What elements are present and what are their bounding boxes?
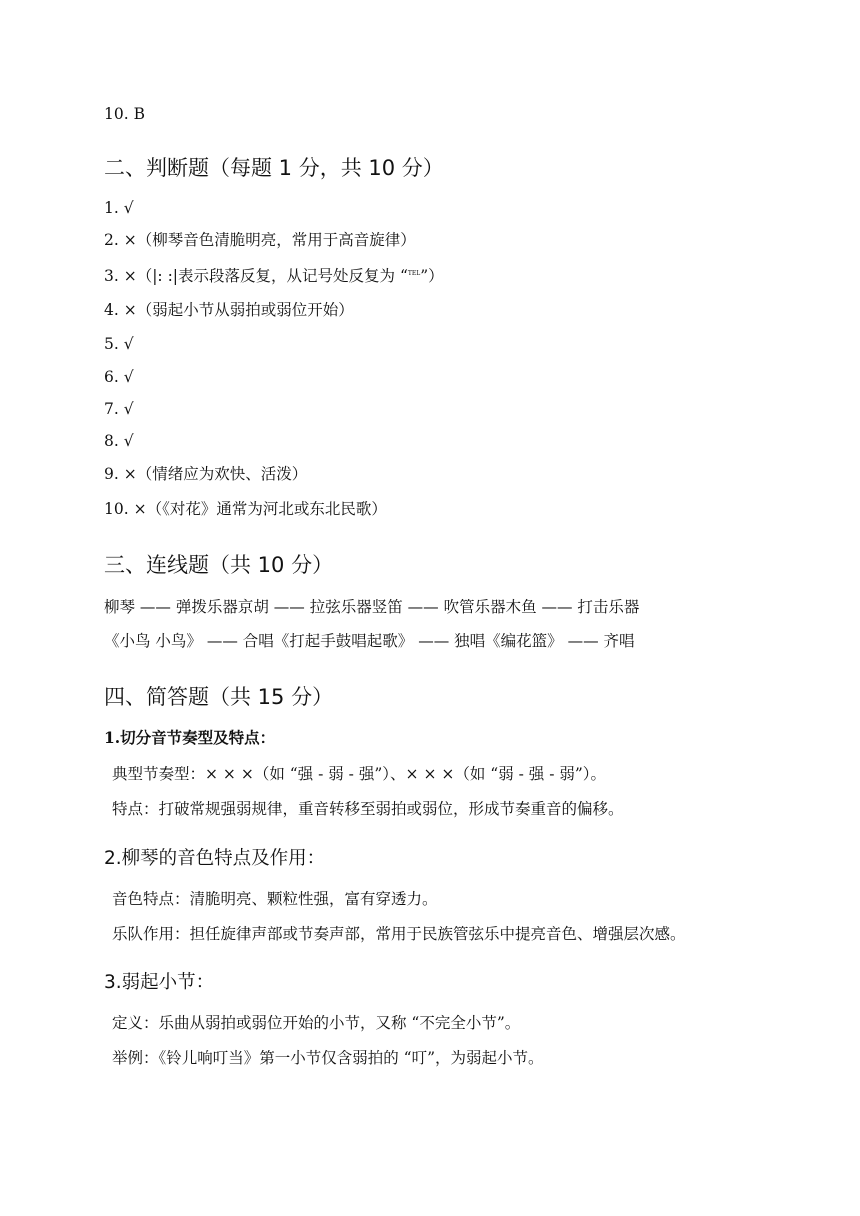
question-2-title: 2.柳琴的音色特点及作用： (104, 848, 326, 869)
judgement-item-2: 2. ×（柳琴音色清脆明亮，常用于高音旋律） (104, 231, 416, 249)
judgement-item-9: 9. ×（情绪应为欢快、活泼） (104, 465, 308, 483)
section-2-title: 二、判断题（每题 1 分，共 10 分） (104, 156, 444, 180)
judgement-item-3-text: 3. ×（|: :|表示段落反复，从记号处反复为 “ (104, 267, 408, 285)
question-1-line-1: 典型节奏型：× × ×（如 “强 - 弱 - 强”）、× × ×（如 “弱 - 强 - 弱”）。 (112, 765, 607, 783)
question-1-title: 1.切分音节奏型及特点： (104, 728, 276, 747)
judgement-item-3 (104, 264, 444, 286)
judgement-item-6: 6. √ (104, 368, 134, 386)
question-2-line-2: 乐队作用：担任旋律声部或节奏声部，常用于民族管弦乐中提亮音色、增强层次感。 (112, 925, 686, 943)
judgement-item-5: 5. √ (104, 335, 134, 353)
answer-10: 10. B (104, 105, 145, 123)
matching-line-2: 《小鸟 小鸟》 —— 合唱《打起手鼓唱起歌》 —— 独唱《编花篮》 —— 齐唱 (104, 632, 635, 650)
judgement-item-1: 1. √ (104, 199, 134, 217)
judgement-item-3-tail: ”） (420, 267, 444, 285)
question-3-title: 3.弱起小节： (104, 972, 215, 993)
repeat-mark: TEL (407, 270, 421, 277)
judgement-item-4: 4. ×（弱起小节从弱拍或弱位开始） (104, 301, 354, 319)
question-3-line-1: 定义：乐曲从弱拍或弱位开始的小节，又称 “不完全小节”。 (112, 1014, 521, 1032)
judgement-item-7: 7. √ (104, 400, 134, 418)
question-2-line-1: 音色特点：清脆明亮、颗粒性强，富有穿透力。 (112, 890, 438, 908)
question-3-line-2: 举例：《铃儿响叮当》第一小节仅含弱拍的 “叮”，为弱起小节。 (112, 1049, 544, 1067)
matching-line-1: 柳琴 —— 弹拨乐器京胡 —— 拉弦乐器竖笛 —— 吹管乐器木鱼 —— 打击乐器 (104, 598, 640, 616)
judgement-item-8: 8. √ (104, 432, 134, 450)
question-1-line-2: 特点：打破常规强弱规律，重音转移至弱拍或弱位，形成节奏重音的偏移。 (112, 800, 624, 818)
section-3-title: 三、连线题（共 10 分） (104, 553, 334, 577)
section-4-title: 四、简答题（共 15 分） (104, 685, 334, 709)
judgement-item-10: 10. ×（《对花》通常为河北或东北民歌） (104, 500, 387, 518)
